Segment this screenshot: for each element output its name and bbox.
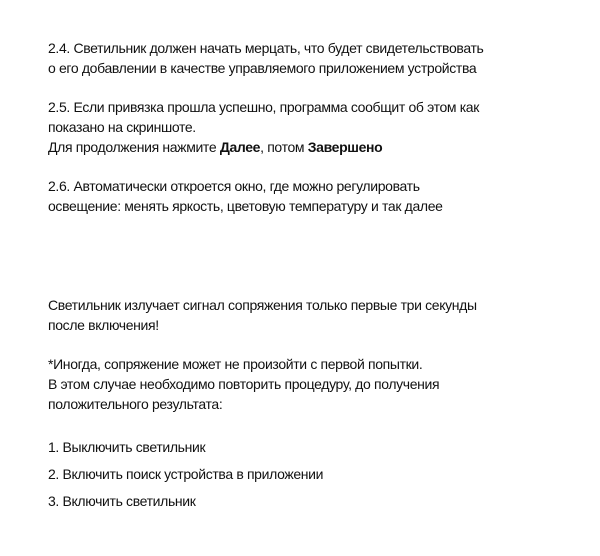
- step-2-5-line-1: 2.5. Если привязка прошла успешно, программа сообщит об этом как: [48, 99, 480, 115]
- retry-steps-list: [48, 437, 568, 511]
- step-2-6-line-1: 2.6. Автоматически откроется окно, где можно регулировать: [48, 178, 420, 194]
- step-2-4-line-1: 2.4. Светильник должен начать мерцать, что будет свидетельствовать: [48, 40, 484, 56]
- continue-instruction-prefix: Для продолжения нажмите: [48, 139, 220, 155]
- pairing-warning-paragraph: [48, 295, 568, 335]
- retry-note-line-1: *Иногда, сопряжение может не произойти с первой попытки.: [48, 356, 423, 372]
- step-2-6-paragraph: [48, 176, 568, 216]
- step-2-4-line-2: о его добавлении в качестве управляемого приложением устройства: [48, 60, 477, 76]
- list-item: 1. Выключить светильник: [48, 439, 206, 455]
- continue-instruction-middle: , потом: [260, 139, 308, 155]
- next-button-label: Далее: [219, 139, 261, 155]
- list-item: 3. Включить светильник: [48, 493, 196, 509]
- retry-note-paragraph: [48, 354, 568, 414]
- step-2-5-line-3: [48, 137, 568, 157]
- finish-button-label: Завершено: [307, 139, 383, 155]
- step-2-5-paragraph: [48, 97, 568, 157]
- retry-note-line-2: В этом случае необходимо повторить процедуру, до получения: [48, 376, 440, 392]
- step-2-5-line-2: показано на скриншоте.: [48, 119, 196, 135]
- instruction-document: [48, 38, 568, 518]
- step-2-6-line-2: освещение: менять яркость, цветовую температуру и так далее: [48, 198, 443, 214]
- retry-note-line-3: положительного результата:: [48, 396, 223, 412]
- list-item: 2. Включить поиск устройства в приложении: [48, 466, 324, 482]
- pairing-warning-line-1: Светильник излучает сигнал сопряжения только первые три секунды: [48, 297, 477, 313]
- pairing-warning-line-2: после включения!: [48, 317, 159, 333]
- step-2-4-paragraph: [48, 38, 568, 78]
